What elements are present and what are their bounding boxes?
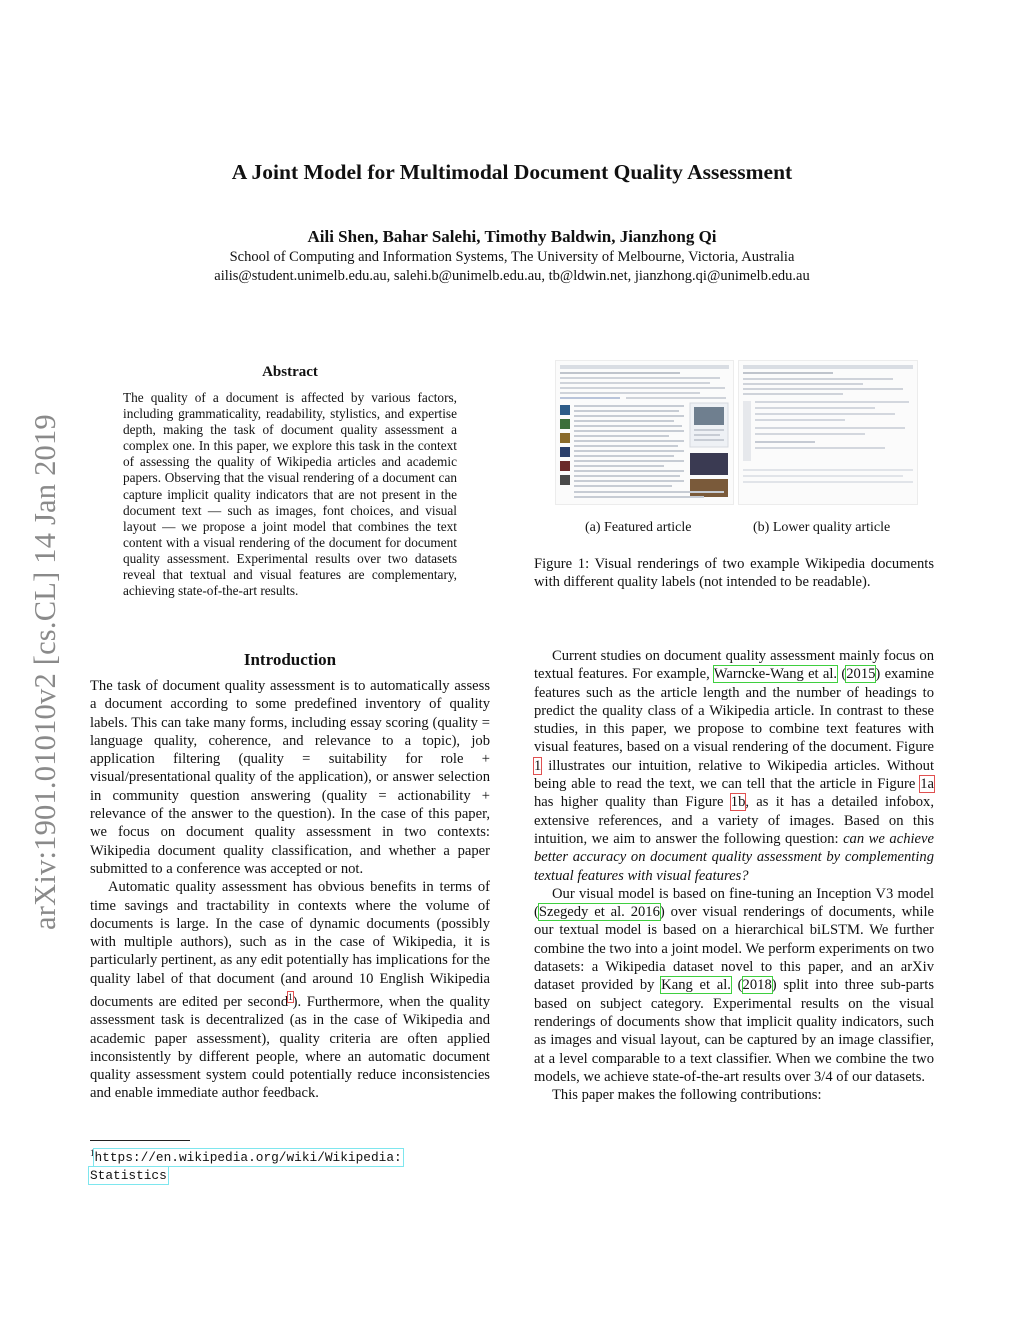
arxiv-side-label: arXiv:1901.01010v2 [cs.CL] 14 Jan 2019 bbox=[28, 414, 62, 930]
figure-1b-ref[interactable]: 1b bbox=[730, 794, 746, 811]
footnote-1 bbox=[90, 1145, 500, 1184]
citation-kang-name[interactable]: Kang et al. bbox=[661, 977, 731, 994]
citation-kang-year[interactable]: 2018 bbox=[742, 977, 772, 994]
figure-1a-rendering bbox=[555, 360, 734, 505]
footnote-rule bbox=[90, 1140, 190, 1141]
figure-1-ref[interactable]: 1 bbox=[534, 757, 542, 774]
affiliation: School of Computing and Information Systems, The University of Melbourne, Victoria, Australia bbox=[229, 249, 795, 265]
right-p1-text-b: ( bbox=[837, 666, 847, 683]
figure-1a-ref[interactable]: 1a bbox=[920, 776, 934, 793]
right-paragraph-2 bbox=[534, 885, 934, 1086]
right-p2-text-c: ( bbox=[730, 977, 743, 994]
introduction-left-column bbox=[90, 677, 490, 1103]
intro-paragraph-2 bbox=[90, 878, 490, 1102]
featured-article-image bbox=[556, 361, 733, 504]
right-p1-text-d: illustrates our intuition, relative to Wikipedia articles. Without being able to read the text, we can tell that the article in Figure bbox=[534, 757, 934, 793]
citation-szegedy[interactable]: Szegedy et al. 2016 bbox=[538, 904, 660, 921]
intro-paragraph-2-text-b: ). Furthermore, when the quality assessment task is decentralized (as in the case of Wikipedia and academic paper assessment), quality criteria are often applied inconsistently by different people, where an automatic document quality assessment system could potentially reduce inconsistencies and enable immediate author feedback. bbox=[90, 993, 490, 1102]
right-p2-text-a: Our visual model is based on fine-tuning an Inception V3 model ( bbox=[534, 885, 934, 921]
right-paragraph-3: This paper makes the following contributions: bbox=[552, 1087, 822, 1104]
abstract-heading: Abstract bbox=[262, 364, 318, 380]
introduction-heading: Introduction bbox=[243, 650, 337, 669]
right-p1-text-c: ) examine features such as the article length and the number of headings to predict the quality class of a Wikipedia article. In contrast to these studies, in this paper, we propose to combine text features with visual features, based on a visual rendering of the document. Figure bbox=[534, 666, 934, 756]
footnote-url-line-1[interactable]: https://en.wikipedia.org/wiki/Wikipedia: bbox=[94, 1150, 402, 1166]
abstract-text: The quality of a document is affected by various factors, including grammaticality, readability, stylistics, and expertise depth, making the task of document quality assessment a complex one. In this paper, we explore this task in the context of assessing the quality of Wikipedia articles and academic papers. Observing that the visual rendering of a document can capture implicit quality indicators that are not present in the document text — such as images, font choices, and visual layout — we propose a joint model that combines the text content with a visual rendering of the document for document quality assessment. Experimental results over two datasets reveal that textual and visual features are complementary, achieving state-of-the-art results. bbox=[123, 390, 457, 599]
intro-paragraph-2-text-a: Automatic quality assessment has obvious benefits in terms of time savings and tractability in contexts where the volume of documents is large. In the case of dynamic documents (possibly with multiple authors), such as in the case of Wikipedia, it is particularly pertinent, as any edit potentially has implications for the quality label of that document (and around 10 English Wikipedia documents are edited per second bbox=[90, 879, 490, 1010]
citation-warncke-wang-year[interactable]: 2015 bbox=[846, 666, 876, 683]
right-p1-text-f: , as it has a detailed infobox, extensive references, and a variety of images. Based on this intuition, we aim to answer the following question: bbox=[534, 794, 934, 847]
right-p1-text-a: Current studies on document quality assessment mainly focus on textual features. For example, bbox=[534, 648, 934, 683]
footnote-1-ref[interactable]: 1 bbox=[288, 992, 293, 1003]
author-emails: ailis@student.unimelb.edu.au, salehi.b@unimelb.edu.au, tb@ldwin.net, jianzhong.qi@unimelb.edu.au bbox=[214, 268, 810, 284]
citation-warncke-wang-name[interactable]: Warncke-Wang et al. bbox=[713, 666, 838, 683]
right-p2-text-d: ) split into three sub-parts based on subject category. Experimental results on the visual renderings of documents show that implicit quality indicators, such as images and visual layout, can be captured by an image classifier, at a level comparable to a text classifier. When we combine the two models, we achieve state-of-the-art results over 3/4 of our datasets. bbox=[534, 977, 935, 1085]
figure-1-caption: Figure 1: Visual renderings of two example Wikipedia documents with different quality labels (not intended to be readable). bbox=[534, 556, 934, 590]
footnote-mark: 1 bbox=[90, 1148, 95, 1158]
right-paragraph-1 bbox=[534, 647, 934, 885]
author-list: Aili Shen, Bahar Salehi, Timothy Baldwin, Jianzhong Qi bbox=[307, 227, 717, 246]
paper-title: A Joint Model for Multimodal Document Quality Assessment bbox=[231, 160, 793, 184]
figure-1a-subcaption: (a) Featured article bbox=[585, 520, 692, 535]
right-p2-text-b: ) over visual renderings of documents, while our textual model is based on a hierarchical biLSTM. We further combine the two into a joint model. We perform experiments on two datasets: a Wikipedia dataset novel to this paper, and an arXiv dataset provided by bbox=[534, 904, 934, 994]
figure-1b-subcaption: (b) Lower quality article bbox=[753, 520, 891, 535]
intro-paragraph-1: The task of document quality assessment is to automatically assess a document according to some predefined inventory of quality labels. This can take many forms, including essay scoring (quality = language quality, coherence, and relevance to a topic), job application filtering (quality = suitability for role + visual/presentational quality of the application), or answer selection in community question answering (quality = actionability + relevance of the answer to the question). In the case of this paper, we focus on document quality assessment in two contexts: Wikipedia document quality classification, and whether a paper submitted to a conference was accepted or not. bbox=[90, 678, 490, 877]
right-p1-text-e: has higher quality than Figure bbox=[534, 794, 731, 811]
footnote-url-line-2[interactable]: Statistics bbox=[90, 1168, 167, 1184]
research-question: can we achieve better accuracy on document quality assessment by complementing textual features with visual features? bbox=[534, 830, 934, 884]
lower-quality-article-image bbox=[739, 361, 917, 504]
figure-1b-rendering bbox=[738, 360, 918, 505]
introduction-right-column bbox=[534, 647, 934, 1104]
